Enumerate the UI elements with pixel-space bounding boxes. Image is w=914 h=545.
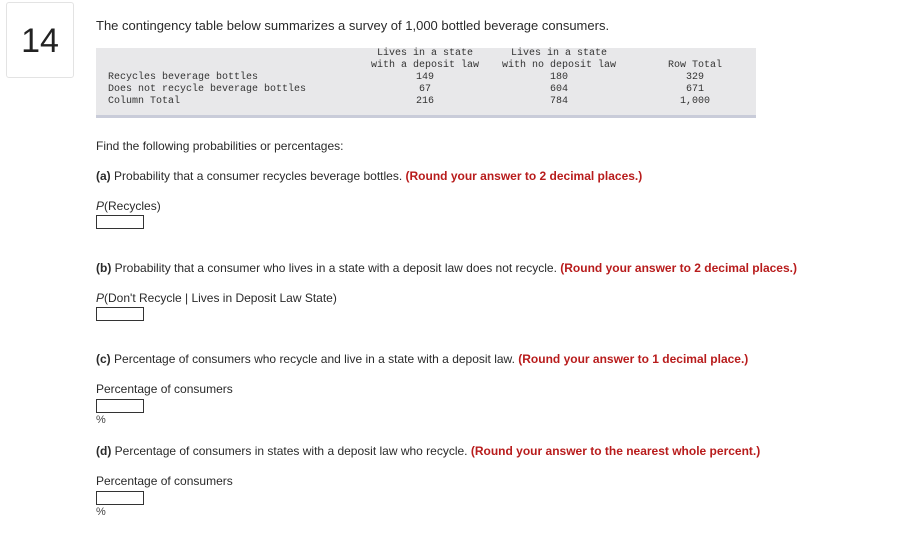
part-c-answer-input[interactable]	[96, 399, 144, 413]
part-a-question	[96, 169, 642, 183]
cell-total-deposit: 216	[415, 96, 434, 107]
part-d-label: Percentage of consumers	[96, 474, 233, 488]
cell-recycles-no-deposit: 180	[549, 72, 568, 83]
part-a-rounding: (Round your answer to 2 decimal places.)	[405, 169, 643, 183]
cell-recycles-total: 329	[685, 72, 704, 83]
cell-not-recycle-total: 671	[685, 84, 704, 95]
question-intro: The contingency table below summarizes a survey of 1,000 bottled beverage consumers.	[96, 18, 610, 33]
row-label-recycles: Recycles beverage bottles	[108, 72, 259, 83]
instructions: Find the following probabilities or percentages:	[96, 139, 344, 153]
part-b-label-rest: (Don't Recycle | Lives in Deposit Law State)	[104, 291, 337, 305]
part-b-rounding: (Round your answer to 2 decimal places.)	[560, 261, 797, 275]
part-b-label-p: P	[96, 291, 105, 305]
part-a-label-p: P	[96, 199, 105, 213]
part-c-label: Percentage of consumers	[96, 382, 233, 396]
part-b-tag: (b)	[96, 261, 112, 275]
header-col1-line1: Lives in a state	[376, 48, 473, 59]
header-row-total: Row Total	[667, 60, 722, 71]
header-col2-line1: Lives in a state	[510, 48, 607, 59]
part-c-question	[96, 352, 748, 366]
part-a-tag: (a)	[96, 169, 111, 183]
part-a-text: Probability that a consumer recycles beverage bottles.	[114, 169, 403, 183]
part-c-tag: (c)	[96, 352, 111, 366]
cell-not-recycle-deposit: 67	[418, 84, 431, 95]
part-d-percent-unit: %	[96, 506, 106, 518]
cell-total-no-deposit: 784	[549, 96, 568, 107]
part-d-tag: (d)	[96, 444, 112, 458]
part-d-question	[96, 444, 760, 458]
part-a-label	[96, 199, 161, 213]
part-a-label-rest: (Recycles)	[104, 199, 161, 213]
header-col2-line2: with no deposit law	[501, 60, 617, 71]
part-d-rounding: (Round your answer to the nearest whole percent.)	[470, 444, 761, 458]
part-c-text: Percentage of consumers who recycle and live in a state with a deposit law.	[114, 352, 515, 366]
part-b-answer-input[interactable]	[96, 307, 144, 321]
part-c-percent-unit: %	[96, 414, 106, 426]
cell-recycles-deposit: 149	[415, 72, 434, 83]
part-a-answer-input[interactable]	[96, 215, 144, 229]
cell-grand-total: 1,000	[679, 96, 710, 107]
row-label-column-total: Column Total	[108, 96, 181, 107]
table-bottom-rule	[96, 115, 756, 118]
row-label-not-recycle: Does not recycle beverage bottles	[108, 84, 307, 95]
part-c-rounding: (Round your answer to 1 decimal place.)	[518, 352, 749, 366]
part-d-text: Percentage of consumers in states with a deposit law who recycle.	[114, 444, 468, 458]
part-b-label	[96, 291, 337, 305]
part-d-answer-input[interactable]	[96, 491, 144, 505]
cell-not-recycle-no-deposit: 604	[549, 84, 568, 95]
question-number: 14	[6, 2, 74, 78]
contingency-table	[96, 48, 756, 118]
part-b-text: Probability that a consumer who lives in a state with a deposit law does not recycle.	[114, 261, 557, 275]
header-col1-line2: with a deposit law	[370, 60, 480, 71]
part-b-question	[96, 261, 797, 275]
